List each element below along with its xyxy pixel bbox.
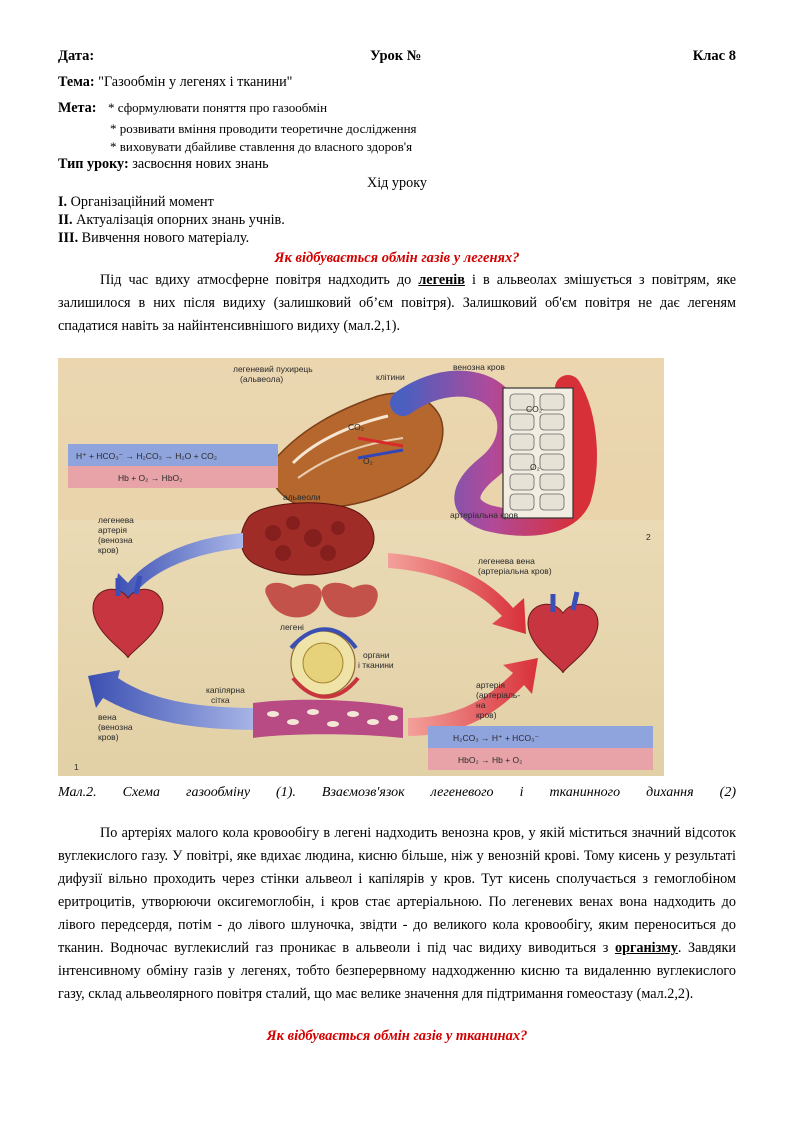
label-o2-cells: O₂ xyxy=(530,462,540,472)
lesson-number-label: Урок № xyxy=(370,48,422,64)
lesson-type-line xyxy=(58,156,269,173)
label-cells: клітини xyxy=(376,372,405,382)
formula-box-left xyxy=(68,444,278,488)
label-pulmonary-vein: легенева вена xyxy=(478,556,535,566)
label-artery-4: кров) xyxy=(476,710,497,720)
lung-alveoli-cluster xyxy=(241,503,374,575)
goals-line-1 xyxy=(58,100,327,117)
paragraph-1: Під час вдиху атмосферне повітря надходить до легенів і в альвеолах змішується з повітрям, яке залишилося в них після видиху (залишковий об’єм повітря). Залишковий об'єм повітря не дає легеням спадатися навіть за найінтенсивнішого видиху (мал.2,1). xyxy=(58,272,736,334)
label-pulmonary-artery-4: кров) xyxy=(98,545,119,555)
label-panel-1: 1 xyxy=(74,762,79,772)
label-arterial-blood: артеріальна кров xyxy=(450,510,518,520)
section-title-tissues: Як відбувається обмін газів у тканинах? xyxy=(266,1028,528,1044)
label-co2-cells: CO₂ xyxy=(526,404,543,414)
label-artery-3: на xyxy=(476,700,486,710)
organism-link[interactable]: організму xyxy=(614,940,678,956)
header-row xyxy=(58,48,736,68)
organs-circle xyxy=(291,629,358,697)
formula-hb-binding: Hb + O₂ → HbO₂ xyxy=(118,473,183,483)
topic-line xyxy=(58,74,292,91)
label-organs: органи xyxy=(363,650,390,660)
course-title: Хід уроку xyxy=(366,175,428,191)
label-pulmonary-artery-2: артерія xyxy=(98,525,128,535)
gas-exchange-diagram xyxy=(58,358,664,776)
lungs-link[interactable]: легенів xyxy=(418,272,465,288)
label-alveoli: альвеоли xyxy=(283,492,321,502)
label-artery-2: (артеріаль- xyxy=(476,690,521,700)
class-label: Клас 8 xyxy=(692,48,736,64)
label-pulmonary-vein-2: (артеріальна кров) xyxy=(478,566,552,576)
label-o2: O₂ xyxy=(363,456,373,466)
label-capillary-2: сітка xyxy=(211,695,230,705)
label-vein: вена xyxy=(98,712,117,722)
capillary-network xyxy=(253,700,403,738)
label-alveolus: легеневий пухирець xyxy=(233,364,313,374)
label-artery: артерія xyxy=(476,680,506,690)
goal-item: * розвивати вміння проводити теоретичне дослідження xyxy=(110,121,417,136)
goal-item: * виховувати дбайливе ставлення до власного здоров'я xyxy=(110,139,413,154)
step-item: I. Організаційний момент xyxy=(58,194,214,210)
label-pulmonary-artery: легенева xyxy=(98,515,134,525)
label-lungs: легені xyxy=(280,622,304,632)
topic-label: Тема: xyxy=(58,74,95,90)
date-label: Дата: xyxy=(58,48,95,64)
label-pulmonary-artery-3: (венозна xyxy=(98,535,133,545)
label-venous-blood: венозна кров xyxy=(453,362,505,372)
label-capillary: капілярна xyxy=(206,685,245,695)
formula-hb-release: HbO₂ → Hb + O₂ xyxy=(458,755,523,765)
label-vein-3: кров) xyxy=(98,732,119,742)
goal-item: * сформулювати поняття про газообмін xyxy=(108,100,328,115)
paragraph-2: По артеріях малого кола кровообігу в легені надходить венозна кров, у якій міститься значний відсоток вуглекислого газу. У повітрі, яке вдихає людина, кисню більше, ніж у венозній крові. Тому кисень у результаті дифузії вільно проходить через стінки альвеол і капілярів у кров. Тут кисень сполучається з гемоглобіном еритроцитів, утворюючи оксигемоглобін, і кров стає артеріальною. По легеневих венах вона надходить до лівого передсердя, потім - до лівого шлуночка, звідти - до великого кола кровообігу, яким переноситься до тканин. Водночас вуглекислий газ проникає в альвеоли і під час видиху виводиться з організму. Завдяки інтенсивному обміну газів у легенях, тобто безперервному надходженню кисню та видаленню вуглекислого газу, склад альвеолярного повітря сталий, що має велике значення для підтримання гомеостазу (мал.2,2). xyxy=(58,825,736,1002)
formula-box-right xyxy=(428,726,653,770)
lesson-type-label: Тип уроку: xyxy=(58,156,129,172)
topic-value: "Газообмін у легенях і тканини" xyxy=(98,74,293,90)
step-item: III. Вивчення нового матеріалу. xyxy=(58,230,250,246)
formula-carbonic-acid: H₂CO₃ → H⁺ + HCO₃⁻ xyxy=(453,733,540,743)
step-item: II. Актуалізація опорних знань учнів. xyxy=(58,212,285,228)
label-panel-2: 2 xyxy=(646,532,651,542)
label-alveolus-paren: (альвеола) xyxy=(240,374,284,384)
formula-co2-release: H⁺ + HCO₃⁻ → H₂CO₃ → H₂O + CO₂ xyxy=(76,451,218,461)
goals-label: Мета: xyxy=(58,100,97,116)
section-title-lungs: Як відбувається обмін газів у легенях? xyxy=(274,250,520,266)
lesson-type-value: засвоєння нових знань xyxy=(132,156,269,172)
figure-caption: Мал.2. Схема газообміну (1). Взаємозв'язок легеневого і тканинного дихання (2) xyxy=(58,785,736,800)
label-co2: CO₂ xyxy=(348,422,365,432)
label-organs-2: і тканини xyxy=(358,660,394,670)
label-vein-2: (венозна xyxy=(98,722,133,732)
